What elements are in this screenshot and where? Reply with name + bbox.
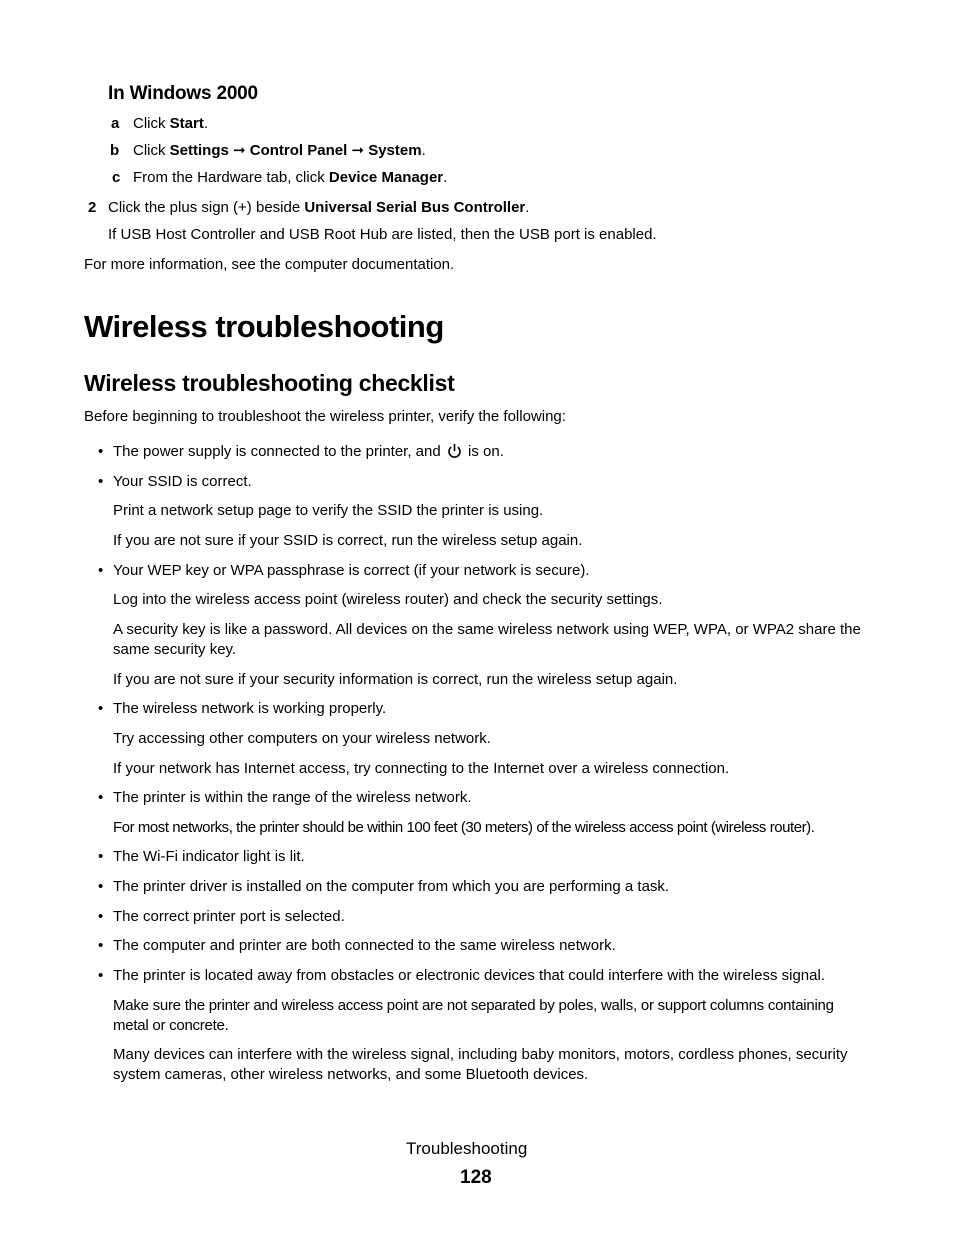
checklist-item-power: The power supply is connected to the printer, and is on. xyxy=(113,442,504,465)
bullet: • xyxy=(98,908,104,925)
checklist-item-wifi: The Wi-Fi indicator light is lit. xyxy=(113,848,305,865)
bullet: • xyxy=(98,789,104,806)
wep-note-3: If you are not sure if your security information is correct, run the wireless setup again. xyxy=(113,671,678,688)
checklist-item-range: The printer is within the range of the wireless network. xyxy=(113,789,472,806)
section-title: Wireless troubleshooting xyxy=(84,309,444,344)
checklist-item-wep: Your WEP key or WPA passphrase is correct (if your network is secure). xyxy=(113,562,590,579)
checklist-item-port: The correct printer port is selected. xyxy=(113,908,345,925)
step-a-text: Click Start. xyxy=(133,115,209,132)
checklist-item-driver: The printer driver is installed on the computer from which you are performing a task. xyxy=(113,878,670,895)
more-info-text: For more information, see the computer documentation. xyxy=(84,256,455,273)
bullet: • xyxy=(98,848,104,865)
bullet: • xyxy=(98,878,104,895)
obstacles-note-1: Make sure the printer and wireless access point are not separated by poles, walls, or support columns containing metal or concrete. xyxy=(113,997,834,1034)
step-marker-a: a xyxy=(111,115,120,132)
wep-note-2: A security key is like a password. All devices on the same wireless network using WEP, WPA, or WPA2 share the same security key. xyxy=(113,621,861,658)
obstacles-note-2: Many devices can interfere with the wireless signal, including baby monitors, motors, cordless phones, security system cameras, other wireless networks, and some Bluetooth devices. xyxy=(113,1046,848,1083)
bullet: • xyxy=(98,967,104,984)
step-marker-b: b xyxy=(110,142,120,159)
footer-section-label: Troubleshooting xyxy=(406,1139,528,1158)
wep-note-1: Log into the wireless access point (wireless router) and check the security settings. xyxy=(113,591,663,608)
checklist-item-obstacles: The printer is located away from obstacles or electronic devices that could interfere with the wireless signal. xyxy=(113,967,825,984)
checklist-item-same-network: The computer and printer are both connected to the same wireless network. xyxy=(113,937,616,954)
step-b-text: Click Settings ➞ Control Panel ➞ System. xyxy=(133,142,426,159)
step-marker-c: c xyxy=(112,169,121,186)
ssid-note-1: Print a network setup page to verify the SSID the printer is using. xyxy=(113,502,544,519)
step-2-text: Click the plus sign (+) beside Universal Serial Bus Controller. xyxy=(108,199,530,216)
bullet: • xyxy=(98,937,104,954)
bullet: • xyxy=(98,473,104,490)
bullet: • xyxy=(98,562,104,579)
checklist-item-ssid: Your SSID is correct. xyxy=(113,473,252,490)
network-note-2: If your network has Internet access, try connecting to the Internet over a wireless connection. xyxy=(113,760,730,777)
step-c-text: From the Hardware tab, click Device Manager. xyxy=(133,169,448,186)
ssid-note-2: If you are not sure if your SSID is correct, run the wireless setup again. xyxy=(113,532,583,549)
checklist-item-network: The wireless network is working properly. xyxy=(113,700,387,717)
bullet: • xyxy=(98,700,104,717)
step-marker-2: 2 xyxy=(88,199,97,216)
section-subtitle: Wireless troubleshooting checklist xyxy=(84,370,455,396)
page-number: 128 xyxy=(460,1167,492,1188)
bullet: • xyxy=(98,443,104,460)
network-note-1: Try accessing other computers on your wireless network. xyxy=(113,730,491,747)
subsection-heading: In Windows 2000 xyxy=(108,83,258,104)
step-2-note: If USB Host Controller and USB Root Hub are listed, then the USB port is enabled. xyxy=(108,226,657,243)
intro-text: Before beginning to troubleshoot the wireless printer, verify the following: xyxy=(84,408,566,425)
power-icon xyxy=(447,443,462,465)
range-note-1: For most networks, the printer should be within 100 feet (30 meters) of the wireless access point (wireless router). xyxy=(113,819,815,836)
